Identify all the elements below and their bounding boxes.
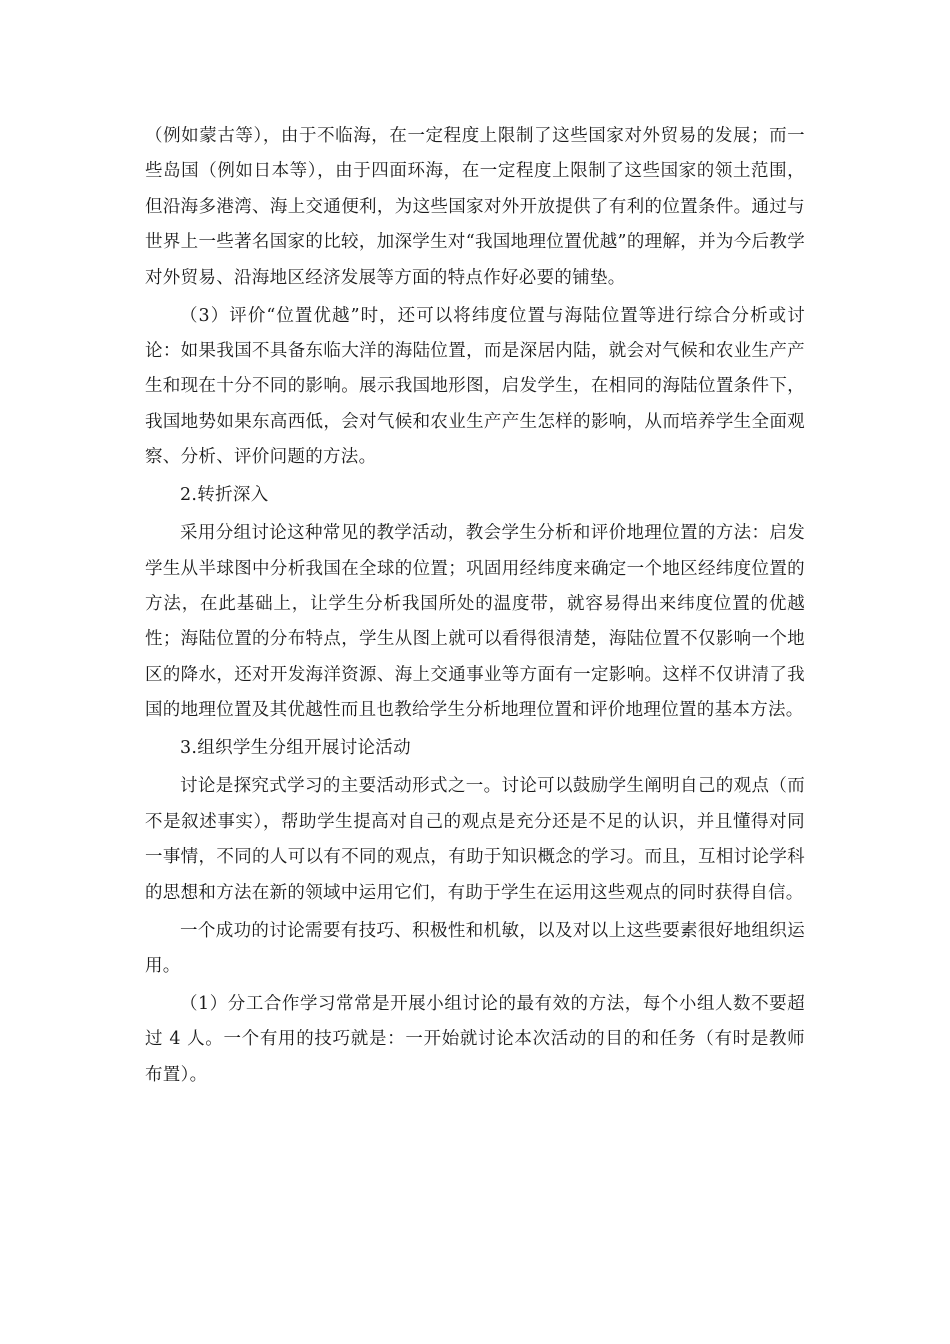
paragraph-cooperative-learning: （1）分工合作学习常常是开展小组讨论的最有效的方法，每个小组人数不要超过 4 人。一个有用的技巧就是：一开始就讨论本次活动的目的和任务（有时是教师布置）。 [145,993,805,1085]
heading-transition-deepening: 2.转折深入 [180,485,269,506]
paragraph-evaluate-position: （3）评价“位置优越”时，还可以将纬度位置与海陆位置等进行综合分析或讨论：如果我国不具备东临大洋的海陆位置，而是深居内陆，就会对气候和农业生产产生和现在十分不同的影响。展示我国地形图，启发学生，在相同的海陆位置条件下，我国地势如果东高西低，会对气候和农业生产产生怎样的影响，从而培养学生全面观察、分析、评价问题的方法。 [145,305,805,468]
heading-organize-group-discussion: 3.组织学生分组开展讨论活动 [180,738,411,759]
paragraph-comparison-continued: （例如蒙古等），由于不临海，在一定程度上限制了这些国家对外贸易的发展；而一些岛国（例如日本等），由于四面环海，在一定程度上限制了这些国家的领土范围，但沿海多港湾、海上交通便利，为这些国家对外开放提供了有利的位置条件。通过与世界上一些著名国家的比较，加深学生对“我国地理位置优越”的理解，并为今后教学对外贸易、沿海地区经济发展等方面的特点作好必要的铺垫。 [145,126,805,288]
paragraph-discussion-inquiry: 讨论是探究式学习的主要活动形式之一。讨论可以鼓励学生阐明自己的观点（而不是叙述事实），帮助学生提高对自己的观点是充分还是不足的认识，并且懂得对同一事情，不同的人可以有不同的观点，有助于知识概念的学习。而且，互相讨论学科的思想和方法在新的领域中运用它们，有助于学生在运用这些观点的同时获得自信。 [145,776,805,903]
paragraph-group-discussion-method: 采用分组讨论这种常见的教学活动，教会学生分析和评价地理位置的方法：启发学生从半球图中分析我国在全球的位置；巩固用经纬度来确定一个地区经纬度位置的方法，在此基础上，让学生分析我国所处的温度带，就容易得出来纬度位置的优越性；海陆位置的分布特点，学生从图上就可以看得很清楚，海陆位置不仅影响一个地区的降水，还对开发海洋资源、海上交通事业等方面有一定影响。这样不仅讲清了我国的地理位置及其优越性而且也教给学生分析地理位置和评价地理位置的基本方法。 [145,523,805,721]
document-page [145,119,805,1096]
paragraph-successful-discussion: 一个成功的讨论需要有技巧、积极性和机敏，以及对以上这些要素很好地组织运用。 [145,920,805,976]
